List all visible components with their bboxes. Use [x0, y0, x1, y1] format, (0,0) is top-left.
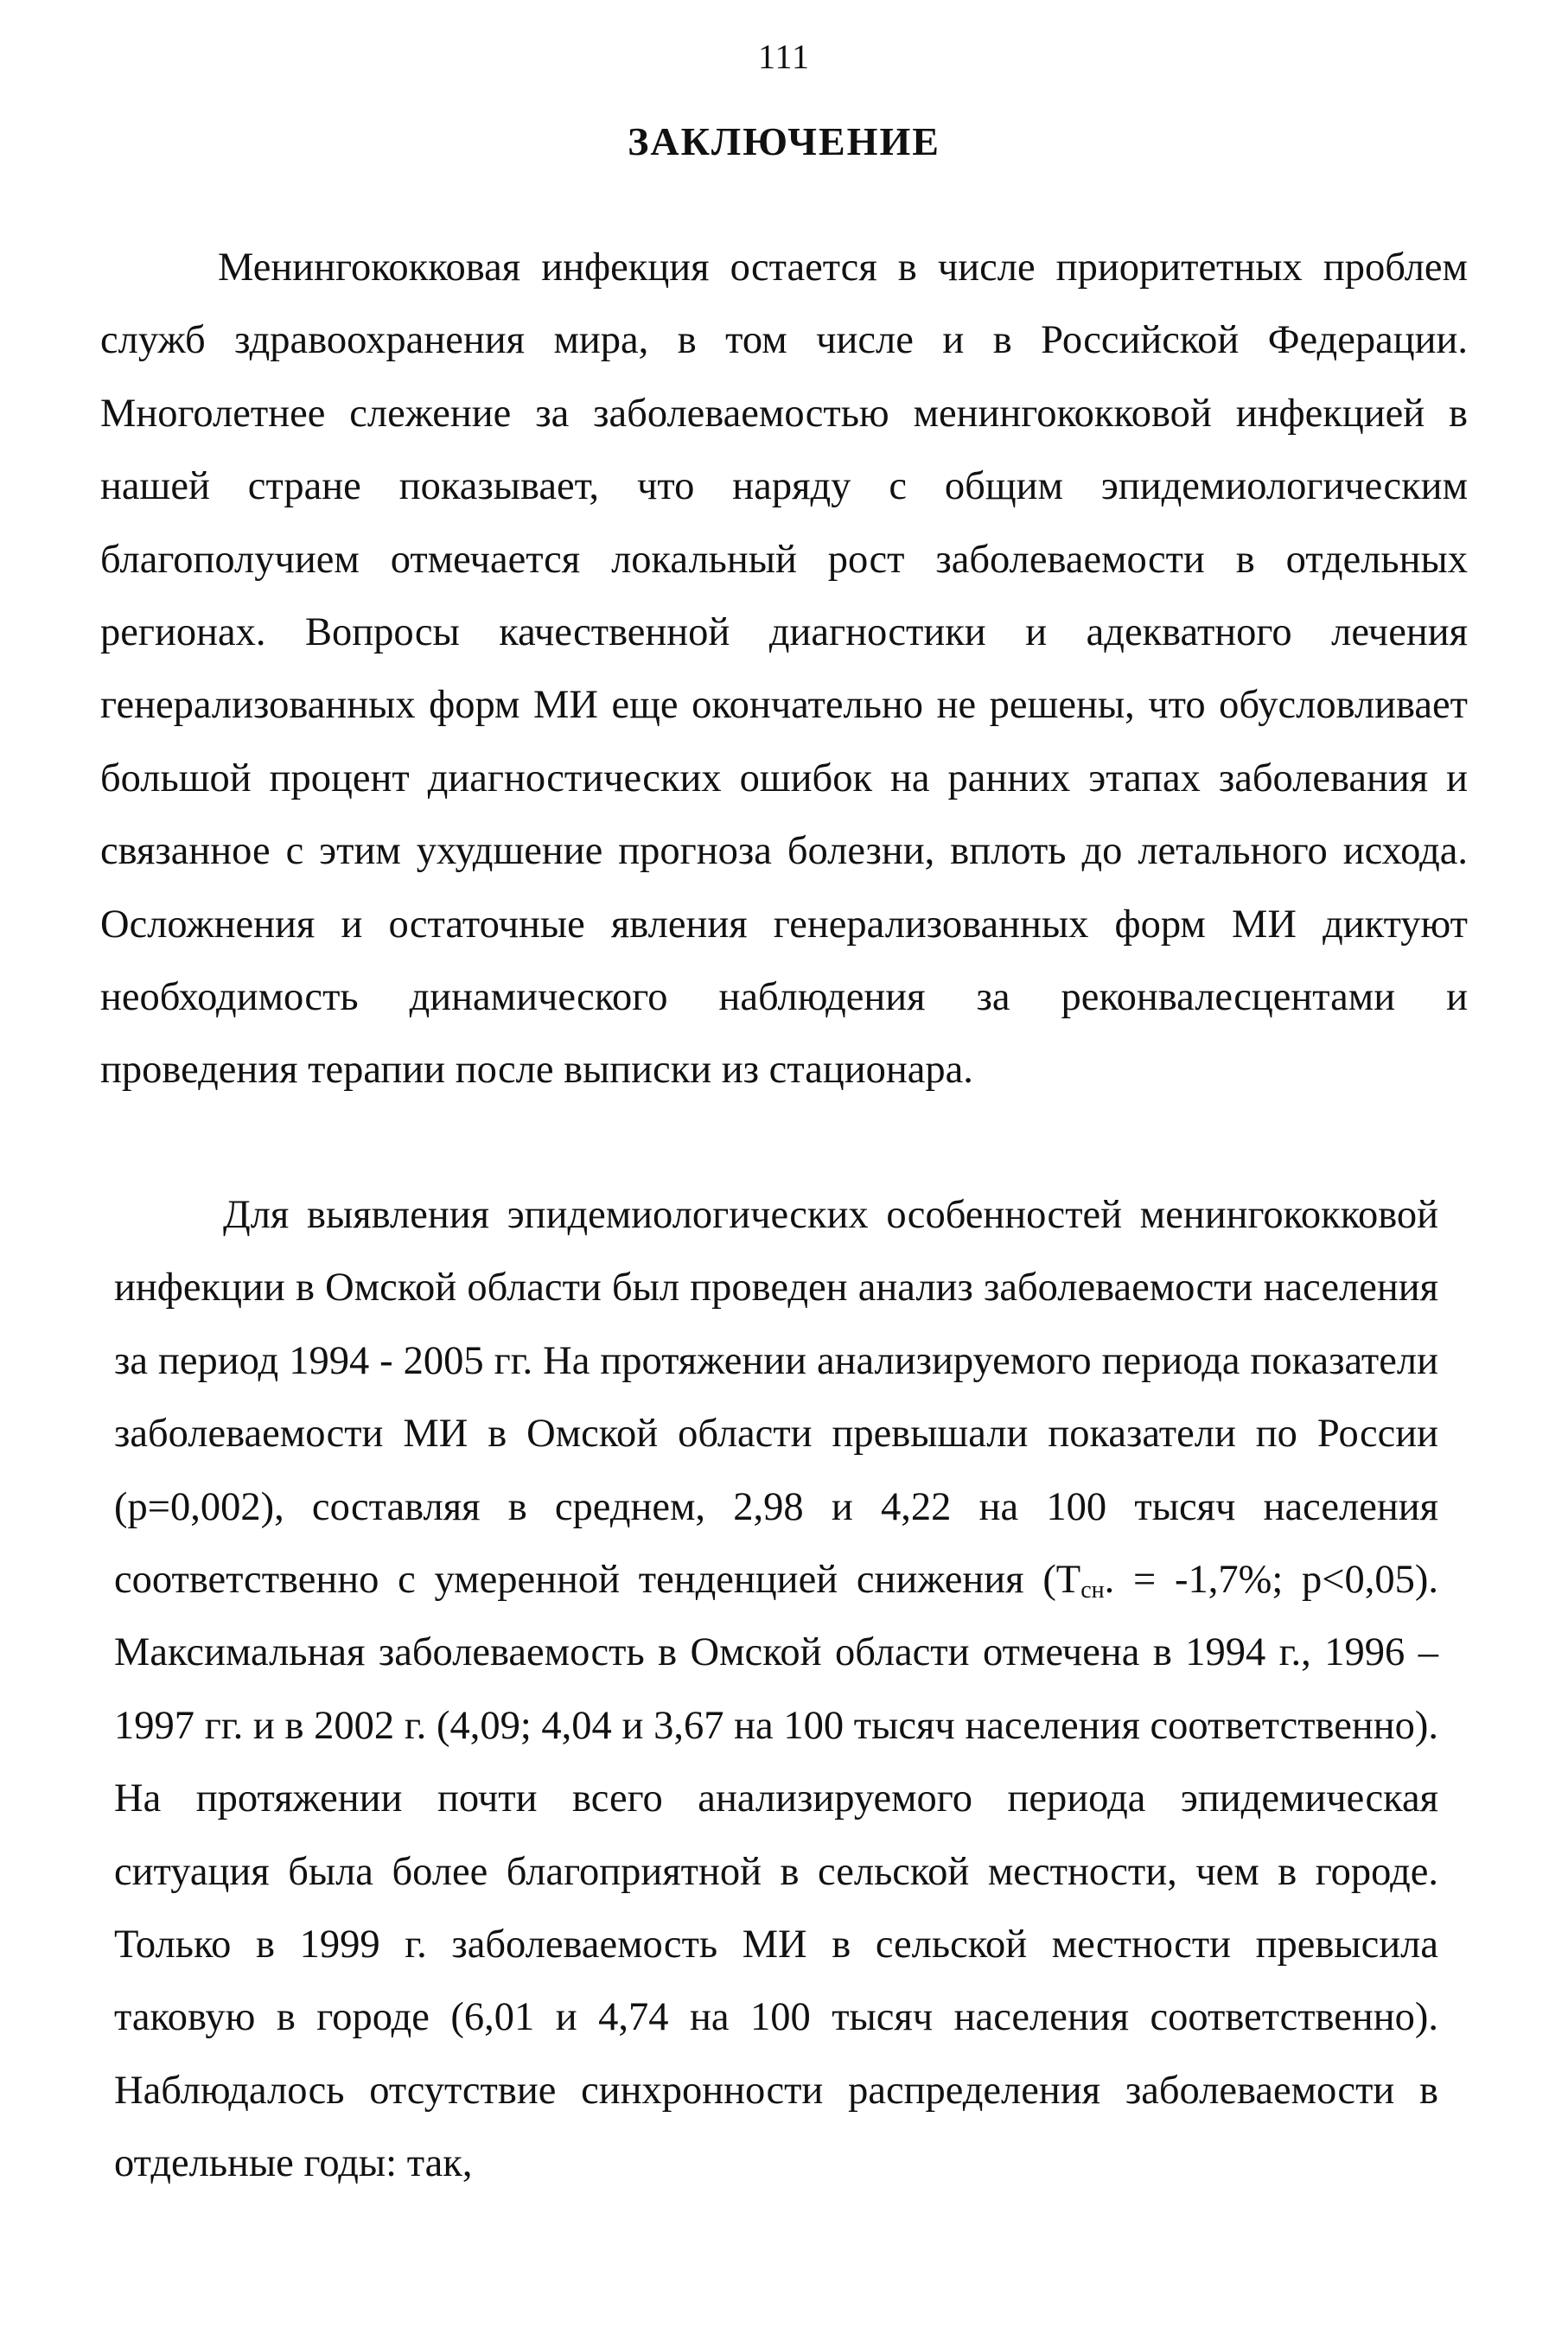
section-title: ЗАКЛЮЧЕНИЕ [628, 119, 940, 163]
paragraph-2 [114, 1179, 1438, 2201]
paragraph-2-text-a: Для выявления эпидемиологических особенностей менингококковой инфекции в Омской области был проведен анализ заболеваемости населения за период 1994 - 2005 гг. На протяжении анализируемого периода показатели заболеваемости МИ в Омской области превышали показатели по России (р=0,002), составляя в среднем, 2,98 и 4,22 на 100 тысяч населения соответственно с умеренной тенденцией снижения (Т [114, 1193, 1438, 1603]
paragraph-2-text-b: . = -1,7%; р<0,05). Максимальная заболеваемость в Омской области отмечена в 1994 г., 1996 – 1997 гг. и в 2002 г. (4,09; 4,04 и 3,67 на 100 тысяч населения соответственно). На протяжении почти всего анализируемого периода эпидемическая ситуация была более благоприятной в сельской местности, чем в городе. Только в 1999 г. заболеваемость МИ в сельской местности превысила таковую в городе (6,01 и 4,74 на 100 тысяч населения соответственно). Наблюдалось отсутствие синхронности распределения заболеваемости в отдельные годы: так, [114, 1558, 1438, 2186]
paragraph-2-subscript: сн [1080, 1577, 1105, 1604]
page-number: 111 [757, 37, 811, 76]
paragraph-1: Менингококковая инфекция остается в числе приоритетных проблем служб здравоохранения мира, в том числе и в Российской Федерации. Многолетнее слежение за заболеваемостью менингококковой инфекцией в нашей стране показывает, что наряду с общим эпидемиологическим благополучием отмечается локальный рост заболеваемости в отдельных регионах. Вопросы качественной диагностики и адекватного лечения генерализованных форм МИ еще окончательно не решены, что обусловливает большой процент диагностических ошибок на ранних этапах заболевания и связанное с этим ухудшение прогноза болезни, вплоть до летального исхода. Осложнения и остаточные явления генерализованных форм МИ диктуют необходимость динамического наблюдения за реконвалесцентами и проведения терапии после выписки из стационара. [100, 246, 1468, 1093]
